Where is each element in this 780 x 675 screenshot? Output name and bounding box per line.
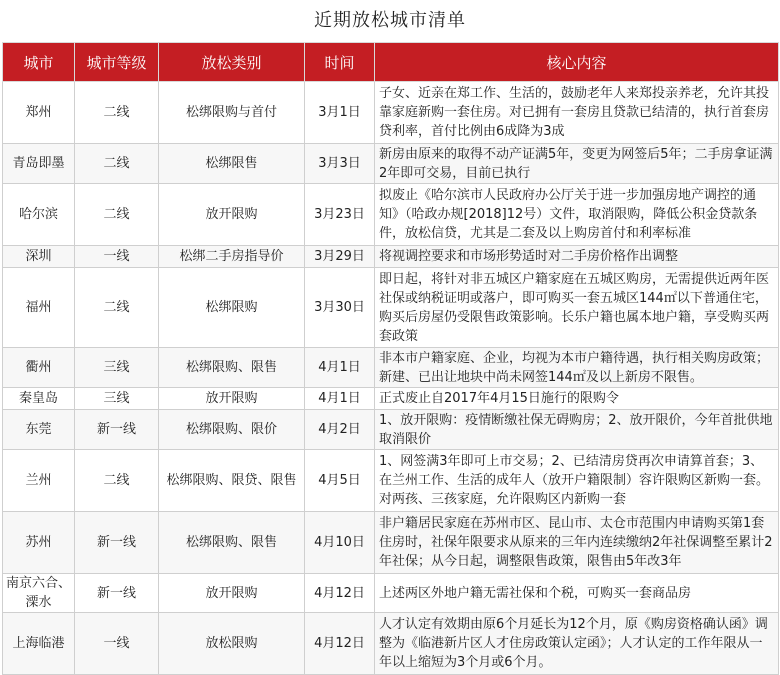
cell-level: 一线 xyxy=(75,246,159,268)
page-title: 近期放松城市清单 xyxy=(314,10,466,31)
cell-date: 4月12日 xyxy=(305,574,375,613)
cell-level: 新一线 xyxy=(75,410,159,450)
cell-city: 郑州 xyxy=(3,82,75,144)
cell-city: 青岛即墨 xyxy=(3,144,75,184)
cell-type: 松绑限购、限售 xyxy=(159,512,305,574)
cell-date: 3月3日 xyxy=(305,144,375,184)
cell-content: 1、放开限购：疫情断缴社保无碍购房；2、放开限价，今年首批供地取消限价 xyxy=(375,410,779,450)
table-row xyxy=(3,246,779,268)
header-date: 时间 xyxy=(305,43,375,82)
cell-content: 1、网签满3年即可上市交易；2、已结清房贷再次申请算首套；3、在兰州工作、生活的成年人（放开户籍限制）容许限购区新购一套。对两孩、三孩家庭，允许限购区内新购一套 xyxy=(375,450,779,512)
cell-city: 南京六合、溧水 xyxy=(3,574,75,613)
cell-city: 哈尔滨 xyxy=(3,184,75,246)
table-row xyxy=(3,613,779,675)
cell-level: 二线 xyxy=(75,268,159,348)
cell-content: 上述两区外地户籍无需社保和个税，可购买一套商品房 xyxy=(375,574,779,613)
cell-type: 松绑限购与首付 xyxy=(159,82,305,144)
header-content: 核心内容 xyxy=(375,43,779,82)
cell-type: 放开限购 xyxy=(159,388,305,410)
header-level: 城市等级 xyxy=(75,43,159,82)
cell-city: 福州 xyxy=(3,268,75,348)
table-row xyxy=(3,512,779,574)
table-row xyxy=(3,450,779,512)
cell-type: 放松限购 xyxy=(159,613,305,675)
cell-date: 4月10日 xyxy=(305,512,375,574)
header-type: 放松类别 xyxy=(159,43,305,82)
cell-type: 松绑二手房指导价 xyxy=(159,246,305,268)
table-row xyxy=(3,348,779,388)
cell-date: 4月5日 xyxy=(305,450,375,512)
cell-type: 松绑限购、限售 xyxy=(159,348,305,388)
cell-level: 新一线 xyxy=(75,512,159,574)
city-policy-table xyxy=(2,42,779,675)
cell-type: 松绑限购、限价 xyxy=(159,410,305,450)
cell-type: 松绑限售 xyxy=(159,144,305,184)
cell-content: 正式废止自2017年4月15日施行的限购令 xyxy=(375,388,779,410)
cell-level: 二线 xyxy=(75,144,159,184)
cell-level: 二线 xyxy=(75,82,159,144)
cell-date: 4月2日 xyxy=(305,410,375,450)
cell-date: 3月23日 xyxy=(305,184,375,246)
cell-level: 三线 xyxy=(75,388,159,410)
cell-date: 3月29日 xyxy=(305,246,375,268)
cell-date: 3月30日 xyxy=(305,268,375,348)
table-row xyxy=(3,82,779,144)
table-row xyxy=(3,410,779,450)
cell-city: 兰州 xyxy=(3,450,75,512)
cell-content: 子女、近亲在郑工作、生活的，鼓励老年人来郑投亲养老，允许其投靠家庭新购一套住房。对已拥有一套房且贷款已结清的，执行首套房贷利率，首付比例由6成降为3成 xyxy=(375,82,779,144)
cell-city: 衢州 xyxy=(3,348,75,388)
cell-type: 放开限购 xyxy=(159,574,305,613)
cell-level: 二线 xyxy=(75,184,159,246)
table-row xyxy=(3,388,779,410)
cell-content: 人才认定有效期由原6个月延长为12个月，原《购房资格确认函》调整为《临港新片区人才住房政策认定函》；人才认定的工作年限从一年以上缩短为3个月或6个月。 xyxy=(375,613,779,675)
cell-content: 新房由原来的取得不动产证满5年，变更为网签后5年；二手房拿证满2年即可交易，目前已执行 xyxy=(375,144,779,184)
cell-city: 东莞 xyxy=(3,410,75,450)
cell-type: 松绑限购 xyxy=(159,268,305,348)
cell-date: 4月1日 xyxy=(305,348,375,388)
cell-city: 深圳 xyxy=(3,246,75,268)
cell-city: 秦皇岛 xyxy=(3,388,75,410)
cell-date: 4月12日 xyxy=(305,613,375,675)
cell-level: 一线 xyxy=(75,613,159,675)
cell-date: 3月1日 xyxy=(305,82,375,144)
cell-type: 松绑限购、限贷、限售 xyxy=(159,450,305,512)
table-header-row xyxy=(3,43,779,82)
cell-content: 将视调控要求和市场形势适时对二手房价格作出调整 xyxy=(375,246,779,268)
cell-level: 新一线 xyxy=(75,574,159,613)
table-row xyxy=(3,268,779,348)
header-city: 城市 xyxy=(3,43,75,82)
cell-content: 拟废止《哈尔滨市人民政府办公厅关于进一步加强房地产调控的通知》（哈政办规[2018]12号）文件，取消限购，降低公积金贷款条件，放松信贷，尤其是二套及以上购房首付和利率标准 xyxy=(375,184,779,246)
cell-city: 苏州 xyxy=(3,512,75,574)
table-row xyxy=(3,184,779,246)
cell-date: 4月1日 xyxy=(305,388,375,410)
cell-level: 二线 xyxy=(75,450,159,512)
cell-level: 三线 xyxy=(75,348,159,388)
cell-content: 即日起，将针对非五城区户籍家庭在五城区购房，无需提供近两年医社保或纳税证明或落户，即可购买一套五城区144㎡以下普通住宅，购买后房屋仍受限售政策影响。长乐户籍也属本地户籍，享受购买两套政策 xyxy=(375,268,779,348)
cell-type: 放开限购 xyxy=(159,184,305,246)
table-row xyxy=(3,144,779,184)
cell-content: 非户籍居民家庭在苏州市区、昆山市、太仓市范围内申请购买第1套住房时，社保年限要求从原来的三年内连续缴纳2年社保调整至累计2年社保；从今日起，调整限售政策，限售由5年改3年 xyxy=(375,512,779,574)
cell-city: 上海临港 xyxy=(3,613,75,675)
cell-content: 非本市户籍家庭、企业，均视为本市户籍待遇，执行相关购房政策；新建、已出让地块中尚未网签144㎡及以上新房不限售。 xyxy=(375,348,779,388)
table-row xyxy=(3,574,779,613)
